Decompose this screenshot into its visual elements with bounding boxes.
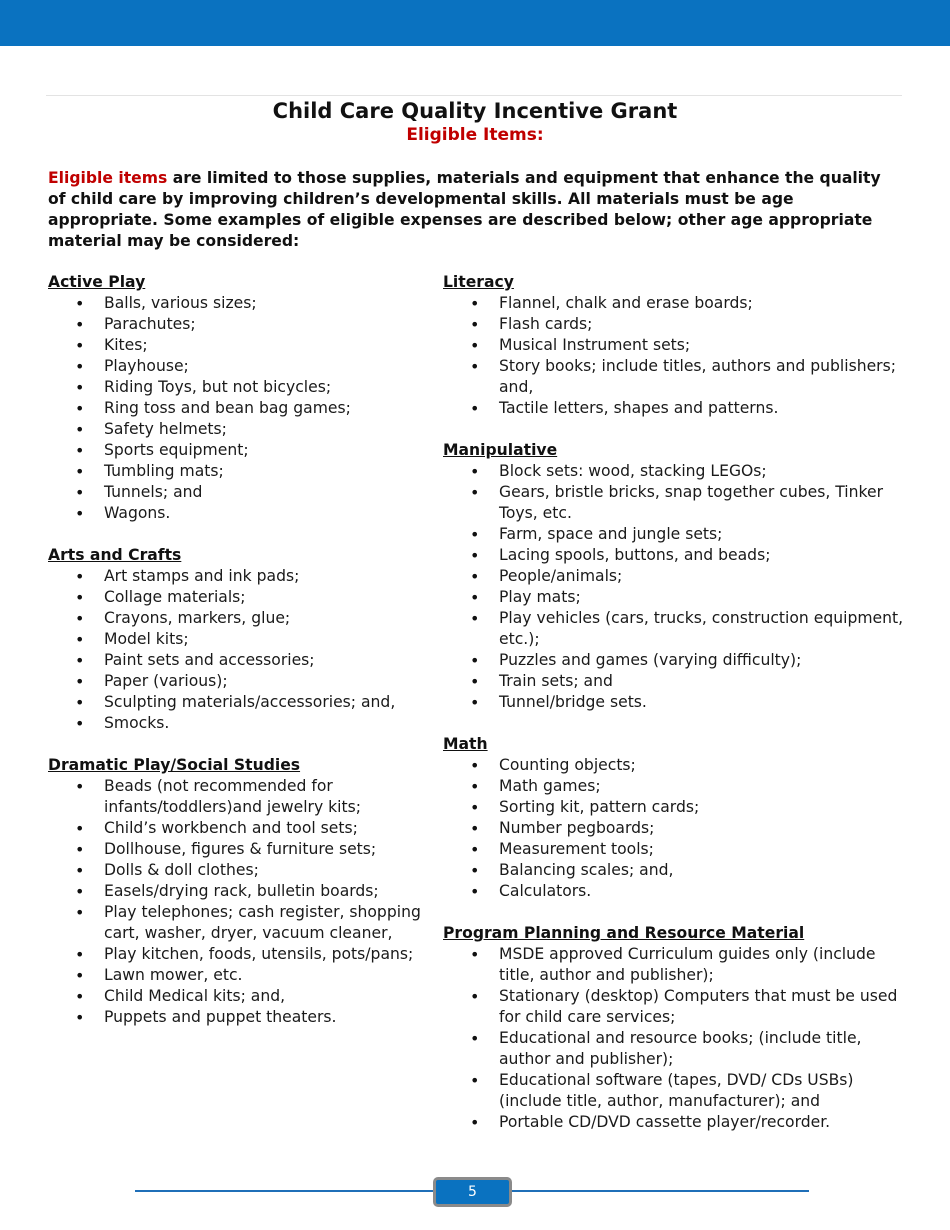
section-heading: Active Play <box>48 273 146 291</box>
section <box>443 440 905 713</box>
list-item: • Paint sets and accessories; <box>48 650 440 671</box>
item-list <box>48 293 440 524</box>
list-item: • Easels/drying rack, bulletin boards; <box>48 881 440 902</box>
intro-body: are limited to those supplies, materials and equipment that enhance the quality of child care by improving children’s developmental skills. All materials must be age appropriate. Some examples of eligible expenses are described below; other age appropriate material may be considered: <box>48 169 881 250</box>
list-item: • Tunnel/bridge sets. <box>443 692 905 713</box>
section-heading: Manipulative <box>443 441 558 459</box>
list-item: • Play vehicles (cars, trucks, construction equipment, etc.); <box>443 608 905 650</box>
section <box>48 545 440 734</box>
list-item: • Parachutes; <box>48 314 440 335</box>
list-item: • Measurement tools; <box>443 839 905 860</box>
list-item: • Flash cards; <box>443 314 905 335</box>
list-item: • Sorting kit, pattern cards; <box>443 797 905 818</box>
list-item: • Train sets; and <box>443 671 905 692</box>
list-item: • Stationary (desktop) Computers that must be used for child care services; <box>443 986 905 1028</box>
left-column <box>48 272 440 1049</box>
item-list <box>443 944 905 1133</box>
list-item: • Safety helmets; <box>48 419 440 440</box>
header-banner <box>0 0 950 46</box>
list-item: • Tumbling mats; <box>48 461 440 482</box>
list-item: • Lacing spools, buttons, and beads; <box>443 545 905 566</box>
list-item: • Riding Toys, but not bicycles; <box>48 377 440 398</box>
list-item: • Child Medical kits; and, <box>48 986 440 1007</box>
list-item: • Farm, space and jungle sets; <box>443 524 905 545</box>
list-item: • Educational and resource books; (include title, author and publisher); <box>443 1028 905 1070</box>
list-item: • Calculators. <box>443 881 905 902</box>
list-item: • Play telephones; cash register, shopping cart, washer, dryer, vacuum cleaner, <box>48 902 440 944</box>
list-item: • Flannel, chalk and erase boards; <box>443 293 905 314</box>
list-item: • Dollhouse, figures & furniture sets; <box>48 839 440 860</box>
list-item: • Art stamps and ink pads; <box>48 566 440 587</box>
list-item: • Counting objects; <box>443 755 905 776</box>
item-list <box>48 776 440 1028</box>
section <box>443 923 905 1133</box>
list-item: • Kites; <box>48 335 440 356</box>
page-subtitle: Eligible Items: <box>406 125 544 145</box>
list-item: • People/animals; <box>443 566 905 587</box>
section-heading: Dramatic Play/Social Studies <box>48 756 301 774</box>
footer-line-right <box>512 1190 809 1192</box>
list-item: • Play kitchen, foods, utensils, pots/pans; <box>48 944 440 965</box>
list-item: • Dolls & doll clothes; <box>48 860 440 881</box>
list-item: • Tactile letters, shapes and patterns. <box>443 398 905 419</box>
list-item: • Beads (not recommended for infants/toddlers)and jewelry kits; <box>48 776 440 818</box>
list-item: • Gears, bristle bricks, snap together cubes, Tinker Toys, etc. <box>443 482 905 524</box>
list-item: • Model kits; <box>48 629 440 650</box>
list-item: • Balancing scales; and, <box>443 860 905 881</box>
list-item: • Ring toss and bean bag games; <box>48 398 440 419</box>
right-column <box>443 272 905 1154</box>
list-item: • Play mats; <box>443 587 905 608</box>
list-item: • Crayons, markers, glue; <box>48 608 440 629</box>
header-divider <box>46 95 902 96</box>
list-item: • Puzzles and games (varying difficulty); <box>443 650 905 671</box>
list-item: • Lawn mower, etc. <box>48 965 440 986</box>
list-item: • Paper (various); <box>48 671 440 692</box>
list-item: • Child’s workbench and tool sets; <box>48 818 440 839</box>
list-item: • Block sets: wood, stacking LEGOs; <box>443 461 905 482</box>
item-list <box>443 293 905 419</box>
list-item: • Collage materials; <box>48 587 440 608</box>
list-item: • Math games; <box>443 776 905 797</box>
list-item: • Puppets and puppet theaters. <box>48 1007 440 1028</box>
list-item: • Educational software (tapes, DVD/ CDs USBs)(include title, author, manufacturer); and <box>443 1070 905 1112</box>
intro-paragraph <box>48 168 898 252</box>
footer-line-left <box>135 1190 433 1192</box>
list-item: • Number pegboards; <box>443 818 905 839</box>
list-item: • Balls, various sizes; <box>48 293 440 314</box>
section-heading: Literacy <box>443 273 514 291</box>
list-item: • Sports equipment; <box>48 440 440 461</box>
list-item: • Tunnels; and <box>48 482 440 503</box>
list-item: • Sculpting materials/accessories; and, <box>48 692 440 713</box>
list-item: • Playhouse; <box>48 356 440 377</box>
list-item: • Wagons. <box>48 503 440 524</box>
section-heading: Math <box>443 735 488 753</box>
section-heading: Program Planning and Resource Material <box>443 924 805 942</box>
section-heading: Arts and Crafts <box>48 546 182 564</box>
intro-lead: Eligible items <box>48 169 168 187</box>
page-number: 5 <box>433 1177 512 1207</box>
list-item: • Portable CD/DVD cassette player/recorder. <box>443 1112 905 1133</box>
item-list <box>443 461 905 713</box>
list-item: • MSDE approved Curriculum guides only (include title, author and publisher); <box>443 944 905 986</box>
item-list <box>48 566 440 734</box>
section <box>48 272 440 524</box>
list-item: • Story books; include titles, authors and publishers; and, <box>443 356 905 398</box>
page-title: Child Care Quality Incentive Grant <box>272 99 678 123</box>
section <box>48 755 440 1028</box>
section <box>443 734 905 902</box>
list-item: • Smocks. <box>48 713 440 734</box>
section <box>443 272 905 419</box>
list-item: • Musical Instrument sets; <box>443 335 905 356</box>
item-list <box>443 755 905 902</box>
